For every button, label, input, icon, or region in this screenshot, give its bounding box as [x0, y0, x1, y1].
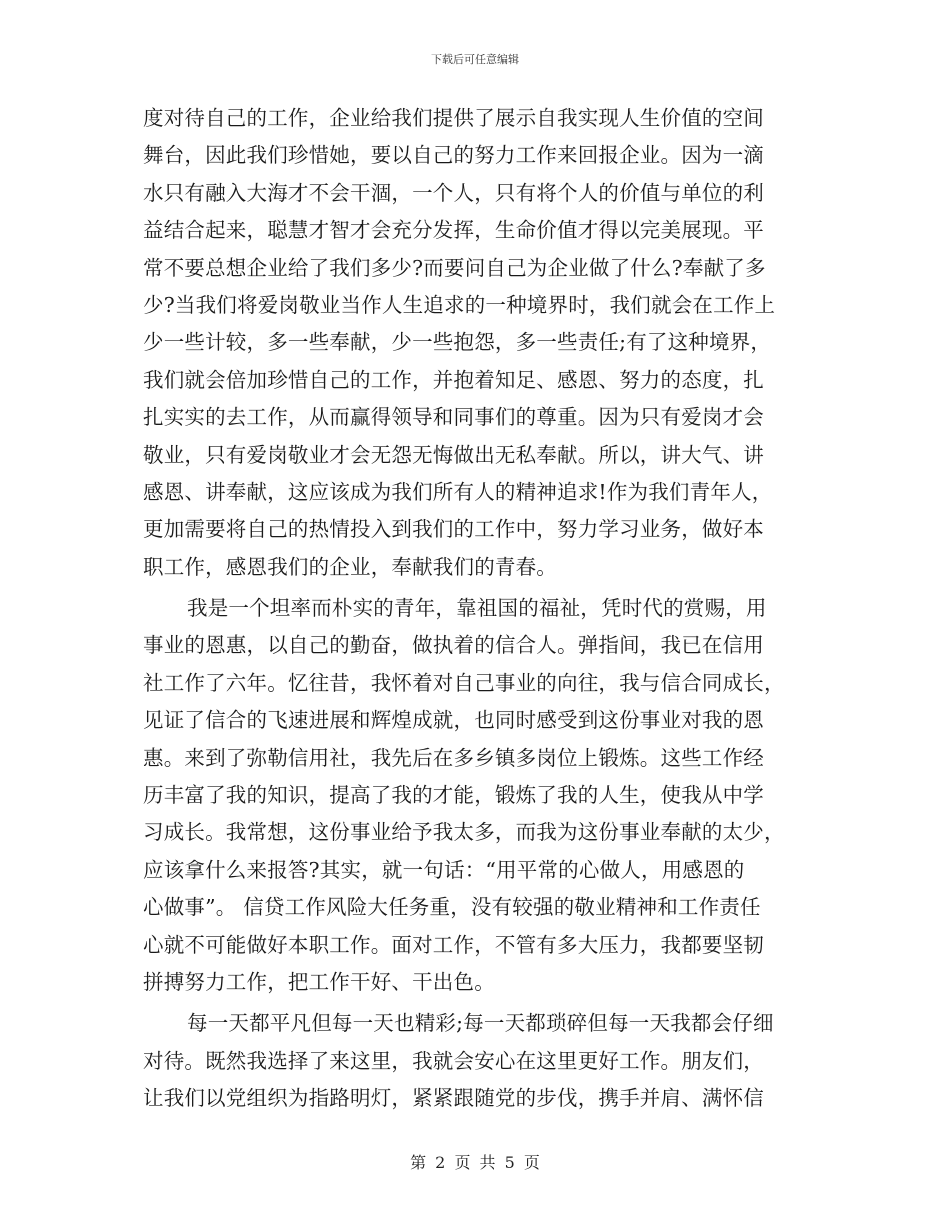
text-line: 感恩、讲奉献，这应该成为我们所有人的精神追求!作为我们青年人， — [143, 479, 773, 504]
text-line: 常不要总想企业给了我们多少?而要问自己为企业做了什么?奉献了多 — [143, 255, 766, 280]
text-line: 度对待自己的工作，企业给我们提供了展示自我实现人生价值的空间 — [143, 106, 764, 130]
text-line: 职工作，感恩我们的企业，奉献我们的青春。 — [143, 554, 557, 579]
text-line: 惠。来到了弥勒信用社，我先后在多乡镇多岗位上锻炼。这些工作经 — [143, 745, 764, 770]
text-line: 益结合起来，聪慧才智才会充分发挥，生命价值才得以完美展现。平 — [143, 218, 764, 243]
page-header: 下载后可任意编辑 — [431, 53, 519, 66]
text-line: 心就不可能做好本职工作。面对工作，不管有多大压力，我都要坚韧 — [143, 932, 764, 957]
paragraph-1 — [143, 100, 808, 586]
text-line: 更加需要将自己的热情投入到我们的工作中，努力学习业务，做好本 — [143, 517, 764, 542]
paragraph-2 — [143, 590, 808, 1001]
text-line: 历丰富了我的知识，提高了我的才能，锻炼了我的人生，使我从中学 — [143, 783, 764, 808]
text-line: 少?当我们将爱岗敬业当作人生追求的一种境界时，我们就会在工作上 — [143, 292, 776, 317]
text-line: 习成长。我常想，这份事业给予我太多，而我为这份事业奉献的太少， — [143, 820, 785, 845]
text-line: 对待。既然我选择了来这里，我就会安心在这里更好工作。朋友们， — [143, 1048, 764, 1073]
text-line: 我们就会倍加珍惜自己的工作，并抱着知足、感恩、努力的态度，扎 — [143, 367, 764, 392]
paragraph-3 — [143, 1005, 808, 1117]
text-line: 社工作了六年。忆往昔，我怀着对自己事业的向往，我与信合同成长， — [143, 670, 785, 695]
page-number-footer: 第 2 页 共 5 页 — [410, 1153, 540, 1172]
text-line: 事业的恩惠，以自己的勤奋，做执着的信合人。弹指间，我已在信用 — [143, 633, 764, 658]
text-line: 舞台，因此我们珍惜她，要以自己的努力工作来回报企业。因为一滴 — [143, 143, 764, 168]
text-line: 心做事”。 信贷工作风险大任务重，没有较强的敬业精神和工作责任 — [143, 895, 761, 920]
text-line: 拼搏努力工作，把工作干好、干出色。 — [143, 969, 495, 994]
text-line: 扎实实的去工作，从而赢得领导和同事们的尊重。因为只有爱岗才会 — [143, 405, 764, 430]
document-body — [143, 100, 808, 1118]
text-line: 应该拿什么来报答?其实，就一句话：“用平常的心做人，用感恩的 — [143, 857, 745, 882]
text-line: 见证了信合的飞速进展和辉煌成就，也同时感受到这份事业对我的恩 — [143, 708, 764, 733]
text-line: 我是一个坦率而朴实的青年，靠祖国的福祉，凭时代的赏赐，用 — [187, 596, 767, 621]
text-line: 水只有融入大海才不会干涸，一个人，只有将个人的价值与单位的利 — [143, 180, 764, 205]
text-line: 敬业，只有爱岗敬业才会无怨无悔做出无私奉献。所以，讲大气、讲 — [143, 442, 764, 467]
text-line: 少一些计较，多一些奉献，少一些抱怨，多一些责任;有了这种境界， — [143, 330, 772, 355]
text-line: 让我们以党组织为指路明灯，紧紧跟随党的步伐，携手并肩、满怀信 — [143, 1086, 764, 1111]
text-line: 每一天都平凡但每一天也精彩;每一天都琐碎但每一天我都会仔细 — [187, 1011, 774, 1036]
